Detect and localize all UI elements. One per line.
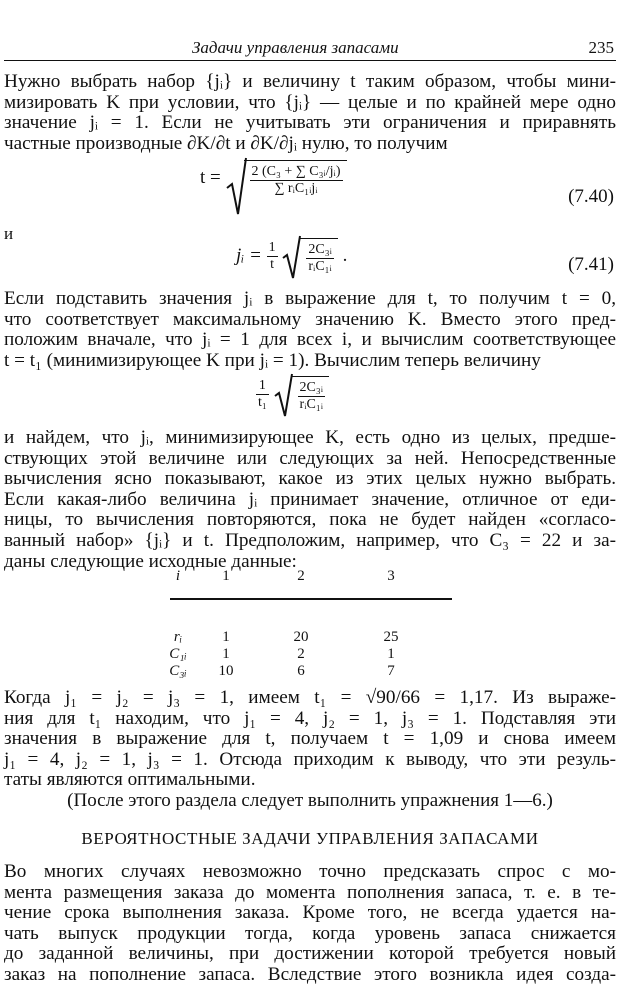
mid-coef-den: t₁ (258, 395, 267, 410)
text-line: мента размещения заказа до момента пополнения запаса, т. е. в те- (4, 881, 616, 903)
eq741-lhs: jᵢ = (236, 244, 262, 266)
mid-coef-num: 1 (256, 378, 269, 395)
equation-7-40 (200, 160, 347, 197)
table-cell: 7 (387, 663, 395, 679)
eq740-denominator: ∑ rᵢC₁ᵢjᵢ (274, 181, 318, 196)
text-line: положим вначале, что jᵢ = 1 для всех i, и вычислим соответствующее (4, 329, 616, 351)
radical-icon (226, 156, 248, 216)
text-line: t = t₁ (минимизирующее K при jᵢ = 1). Вычислим теперь величину (4, 349, 541, 371)
table-cell: 1 (387, 646, 395, 662)
text-line: что соответствует максимальному значению K. Вместо этого пред- (4, 308, 616, 330)
text-line: j₁ = 4, j₂ = 1, j₃ = 1. Отсюда приходим к выводу, что эти резуль- (4, 748, 616, 770)
eq741-denominator: rᵢC₁ᵢ (308, 259, 332, 274)
table-row (160, 646, 436, 663)
text-line: и найдем, что jᵢ, минимизирующее K, есть одно из целых, предше- (4, 427, 616, 448)
running-header (4, 36, 616, 61)
table-header-cell: 2 (297, 568, 305, 584)
table-cell: 1 (222, 629, 230, 645)
text-line: чать выпуск продукции тогда, когда уровень запаса снижается (4, 922, 616, 944)
eq740-fraction (250, 164, 343, 197)
eq740-numerator: 2 (C₃ + ∑ C₃ᵢ/jᵢ) (251, 164, 341, 179)
table-rule (170, 598, 452, 600)
text-line: значения в выражение для t, получаем t = 1,09 и снова имеем (4, 728, 616, 750)
paragraph-5 (4, 862, 616, 986)
eq740-lhs: t = (200, 166, 221, 188)
text-line: Если какая-либо величина jᵢ принимает значение, отличное от еди- (4, 488, 616, 510)
equation-number-7-40: (7.40) (568, 186, 614, 207)
text-line: частные производные ∂K/∂t и ∂K/∂jᵢ нулю, то получим (4, 132, 448, 154)
table-header-cell: i (175, 568, 181, 584)
paragraph-3 (4, 428, 616, 572)
page-number: 235 (588, 38, 614, 57)
table-cell: 25 (383, 629, 399, 645)
text-line: ствующих этой величине или следующих за ней. Непосредственные (4, 447, 616, 469)
table-cell: 20 (293, 629, 309, 645)
eq741-coef-num: 1 (268, 240, 276, 255)
radical-icon (282, 234, 302, 280)
and-word: и (4, 224, 14, 243)
mid-coef (256, 378, 269, 411)
text-line: до заданной величины, при достижении которой требуется новый (4, 943, 616, 965)
sqrt-sign (226, 160, 347, 197)
mid-denominator: rᵢC₁ᵢ (299, 397, 324, 412)
table-cell: 10 (218, 663, 234, 679)
display-formula (256, 376, 329, 413)
paragraph-2 (4, 289, 616, 371)
text-line: значение jᵢ = 1. Если не учитывать эти ограничения и приравнять (4, 112, 616, 134)
text-line: Нужно выбрать набор {jᵢ} и величину t таким образом, чтобы мини- (4, 71, 616, 92)
text-line: ванный набор» {jᵢ} и t. Предположим, например, что C₃ = 22 и за- (4, 529, 616, 551)
text-line: Во многих случаях невозможно точно предсказать спрос с мо- (4, 861, 616, 882)
text-line: Когда j₁ = j₂ = j₃ = 1, имеем t₁ = √90/66 = 1,17. Из выраже- (4, 687, 616, 708)
table-cell: 1 (222, 646, 230, 662)
paragraph-1 (4, 72, 616, 154)
table-cell: C₁ᵢ (169, 646, 187, 662)
equation-number-7-41: (7.41) (568, 254, 614, 275)
text-line: чение срока выполнения заказа. Кроме того, не всегда удается на- (4, 902, 616, 924)
text-line: ницы, то вычисления повторяются, пока не будет найден «согласо- (4, 509, 616, 531)
paragraph-4 (4, 688, 616, 791)
sqrt-sign (282, 238, 338, 275)
table-cell: 6 (297, 663, 305, 679)
section-heading: ВЕРОЯТНОСТНЫЕ ЗАДАЧИ УПРАВЛЕНИЯ ЗАПАСАМИ (81, 829, 539, 848)
eq741-tail: . (342, 244, 348, 266)
table-header-cell: 3 (387, 568, 395, 584)
text-line: ния для t₁ находим, что j₁ = 4, j₂ = 1, j₃ = 1. Подставляя эти (4, 707, 616, 729)
table-header-cell: 1 (222, 568, 230, 584)
eq741-fraction (306, 242, 334, 275)
text-line: таты являются оптимальными. (4, 769, 256, 791)
text-line: мизировать K при условии, что {jᵢ} — целые и по крайней мере одно (4, 91, 616, 113)
eq741-coef-den: t (270, 257, 275, 272)
table-cell: C₃ᵢ (169, 663, 187, 679)
text-line: вычисления ясно показывают, какое из этих целых нужно выбрать. (4, 468, 616, 490)
sqrt-sign (274, 376, 330, 413)
data-table (160, 568, 436, 680)
table-header-row (160, 568, 436, 585)
mid-fraction (298, 380, 326, 413)
table-row (160, 629, 436, 646)
table-cell: rᵢ (173, 629, 183, 645)
table-cell: 2 (297, 646, 305, 662)
radical-icon (274, 372, 294, 418)
text-line: даны следующие исходные данные: (4, 550, 297, 572)
mid-numerator: 2C₃ᵢ (299, 380, 324, 395)
exercise-note: (После этого раздела следует выполнить упражнения 1—6.) (67, 790, 553, 811)
running-title: Задачи управления запасами (192, 38, 399, 57)
table-row (160, 663, 436, 680)
eq741-coef (267, 240, 278, 273)
text-line: заказ на пополнение запаса. Вследствие этого возникла идея созда- (4, 963, 616, 985)
eq741-numerator: 2C₃ᵢ (308, 242, 332, 257)
text-line: Если подставить значения jᵢ в выражение для t, то получим t = 0, (4, 288, 616, 309)
equation-7-41 (236, 238, 347, 275)
